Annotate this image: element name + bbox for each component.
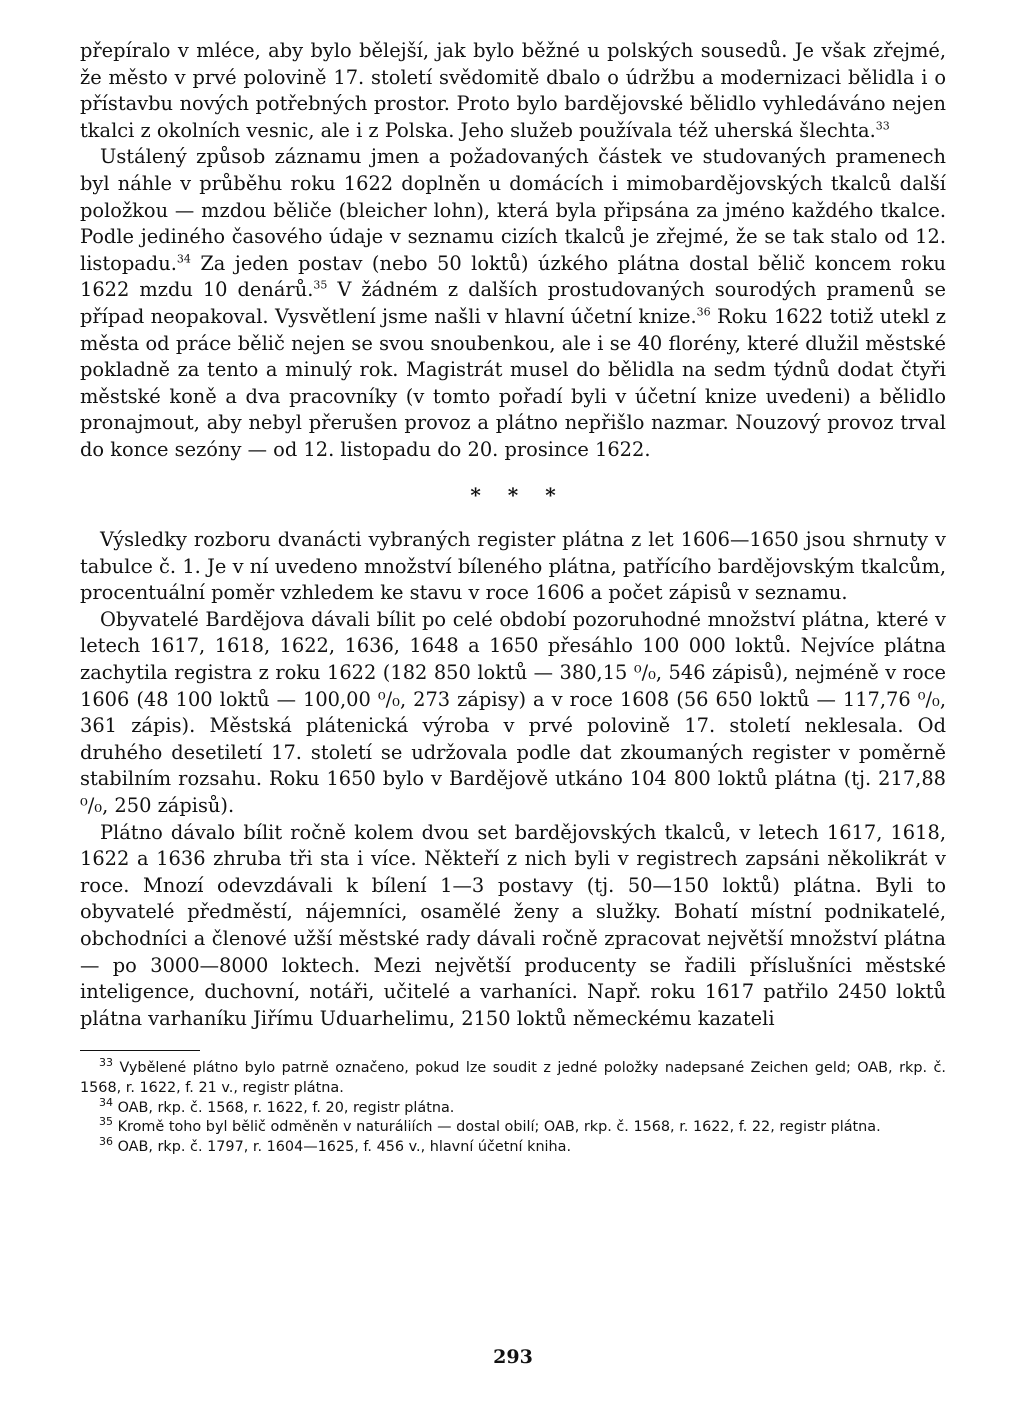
- footnote-number: 35: [99, 1115, 113, 1129]
- footnote: [80, 1056, 946, 1098]
- footnote: [80, 1115, 946, 1138]
- footnote-reference: 34: [176, 252, 191, 266]
- paragraph: [80, 820, 946, 1033]
- footnote-number: 34: [99, 1095, 113, 1109]
- text-section-after-separator: [80, 527, 946, 1032]
- paragraph-text: přepíralo v mléce, aby bylo bělejší, jak bylo běžné u polských sousedů. Je však zřejmé, že město v prvé polovině 17. století svědomitě dbalo o údržbu a modernizaci bělidla i o přístavbu nových potřebných prostor. Proto bylo bardějovské bělidlo vyhledáváno nejen tkalci z okolních vesnic, ale i z Polska. Jeho služeb používala též uherská šlechta.: [80, 39, 946, 142]
- paragraph-text: Za jeden postav (nebo 50 loktů) úzkého plátna dostal bělič koncem roku 1622 mzdu 10 denárů.: [80, 251, 946, 302]
- footnote-divider: [80, 1050, 200, 1051]
- paragraph-text: Plátno dávalo bílit ročně kolem dvou set bardějovských tkalců, v letech 1617, 1618, 1622 a 1636 zhruba tři sta i více. Někteří z nich byli v registrech zapsáni několikrát v roce. Mnozí odevzdávali k bílení 1—3 postavy (tj. 50—150 loktů) plátna. Byli to obyvatelé předměstí, nájemníci, osamělé ženy a služky. Bohatí místní podnikatelé, obchodníci a členové užší městské rady dávali ročně zpracovat největší množství plátna — po 3000—8000 loktech. Mezi největší producenty se řadili příslušníci městské inteligence, duchovní, notáři, učitelé a varhaníci. Např. roku 1617 patřilo 2450 loktů plátna varhaníku Jiřímu Uduarhelimu, 2150 loktů německému kazateli: [80, 820, 946, 1030]
- paragraph-text: Obyvatelé Bardějova dávali bílit po celé období pozoruhodné množství plátna, které v letech 1617, 1618, 1622, 1636, 1648 a 1650 přesáhlo 100 000 loktů. Nejvíce plátna zachytila registra z roku 1622 (182 850 loktů — 380,15 ⁰/₀, 546 zápisů), nejméně v roce 1606 (48 100 loktů — 100,00 ⁰/₀, 273 zápisy) a v roce 1608 (56 650 loktů — 117,76 ⁰/₀, 361 zápis). Městská plátenická výroba v prvé polovině 17. století neklesala. Od druhého desetiletí 17. století se udržovala podle dat zkoumaných register v poměrně stabilním rozsahu. Roku 1650 bylo v Bardějově utkáno 104 800 loktů plátna (tj. 217,88 ⁰/₀, 250 zápisů).: [80, 607, 946, 818]
- footnote-text: OAB, rkp. č. 1568, r. 1622, f. 20, registr plátna.: [113, 1099, 455, 1116]
- page-number: 293: [493, 1346, 533, 1368]
- book-page: [80, 38, 946, 1378]
- section-separator: * * *: [470, 482, 566, 507]
- footnote-reference: 33: [875, 119, 890, 133]
- paragraph: [80, 527, 946, 607]
- text-section-before-separator: [80, 38, 946, 464]
- footnote: [80, 1095, 946, 1119]
- footnote-reference: 35: [313, 278, 328, 292]
- main-text: [80, 38, 946, 1032]
- paragraph-text: Ustálený způsob záznamu jmen a požadovaných částek ve studovaných pramenech byl náhle v průběhu roku 1622 doplněn u domácích i mimobardějovských tkalců další položkou — mzdou běliče (bleicher lohn), která byla připsána za jméno každého tkalce. Podle jediného časového údaje v seznamu cizích tkalců je zřejmé, že se tak stalo od 12. listopadu.: [80, 145, 946, 275]
- footnote-number: 36: [99, 1134, 113, 1148]
- paragraph-text: Výsledky rozboru dvanácti vybraných register plátna z let 1606—1650 jsou shrnuty v tabulce č. 1. Je v ní uvedeno množství bíleného plátna, patřícího bardějovským tkalcům, procentuální poměr vzhledem ke stavu v roce 1606 a počet zápisů v seznamu.: [80, 528, 946, 605]
- paragraph: [80, 607, 946, 820]
- paragraph: [80, 38, 946, 144]
- paragraph-text: Roku 1622 totiž utekl z města od práce bělič nejen se svou snoubenkou, ale i se 40 florény, které dlužil městské pokladně za tento a minulý rok. Magistrát musel do bělidla na sedm týdnů dodat čtyři městské koně a dva pracovníky (v tomto pořadí byli v účetní knize uvedeni) a bělidlo pronajmout, aby nebyl přerušen provoz a plátno nepřišlo nazmar. Nouzový provoz trval do konce sezóny — od 12. listopadu do 20. prosince 1622.: [80, 304, 947, 461]
- footnote-text: Kromě toho byl bělič odměněn v naturáliích — dostal obilí; OAB, rkp. č. 1568, r. 1622, f. 22, registr plátna.: [113, 1119, 881, 1136]
- footnotes: [80, 1056, 946, 1157]
- paragraph-text: V žádném z dalších prostudovaných sourodých pramenů se případ neopakoval. Vysvětlení jsme našli v hlavní účetní knize.: [80, 278, 946, 328]
- footnote: [80, 1134, 946, 1158]
- footnote-number: 33: [99, 1056, 113, 1070]
- footnote-text: OAB, rkp. č. 1797, r. 1604—1625, f. 456 v., hlavní účetní kniha.: [113, 1138, 572, 1155]
- footnote-text: Vybělené plátno bylo patrně označeno, pokud lze soudit z jedné položky nadepsané Zeichen geld; OAB, rkp. č. 1568, r. 1622, f. 21 v., registr plátna.: [80, 1060, 946, 1096]
- footnote-reference: 36: [696, 305, 711, 319]
- paragraph: [80, 144, 946, 463]
